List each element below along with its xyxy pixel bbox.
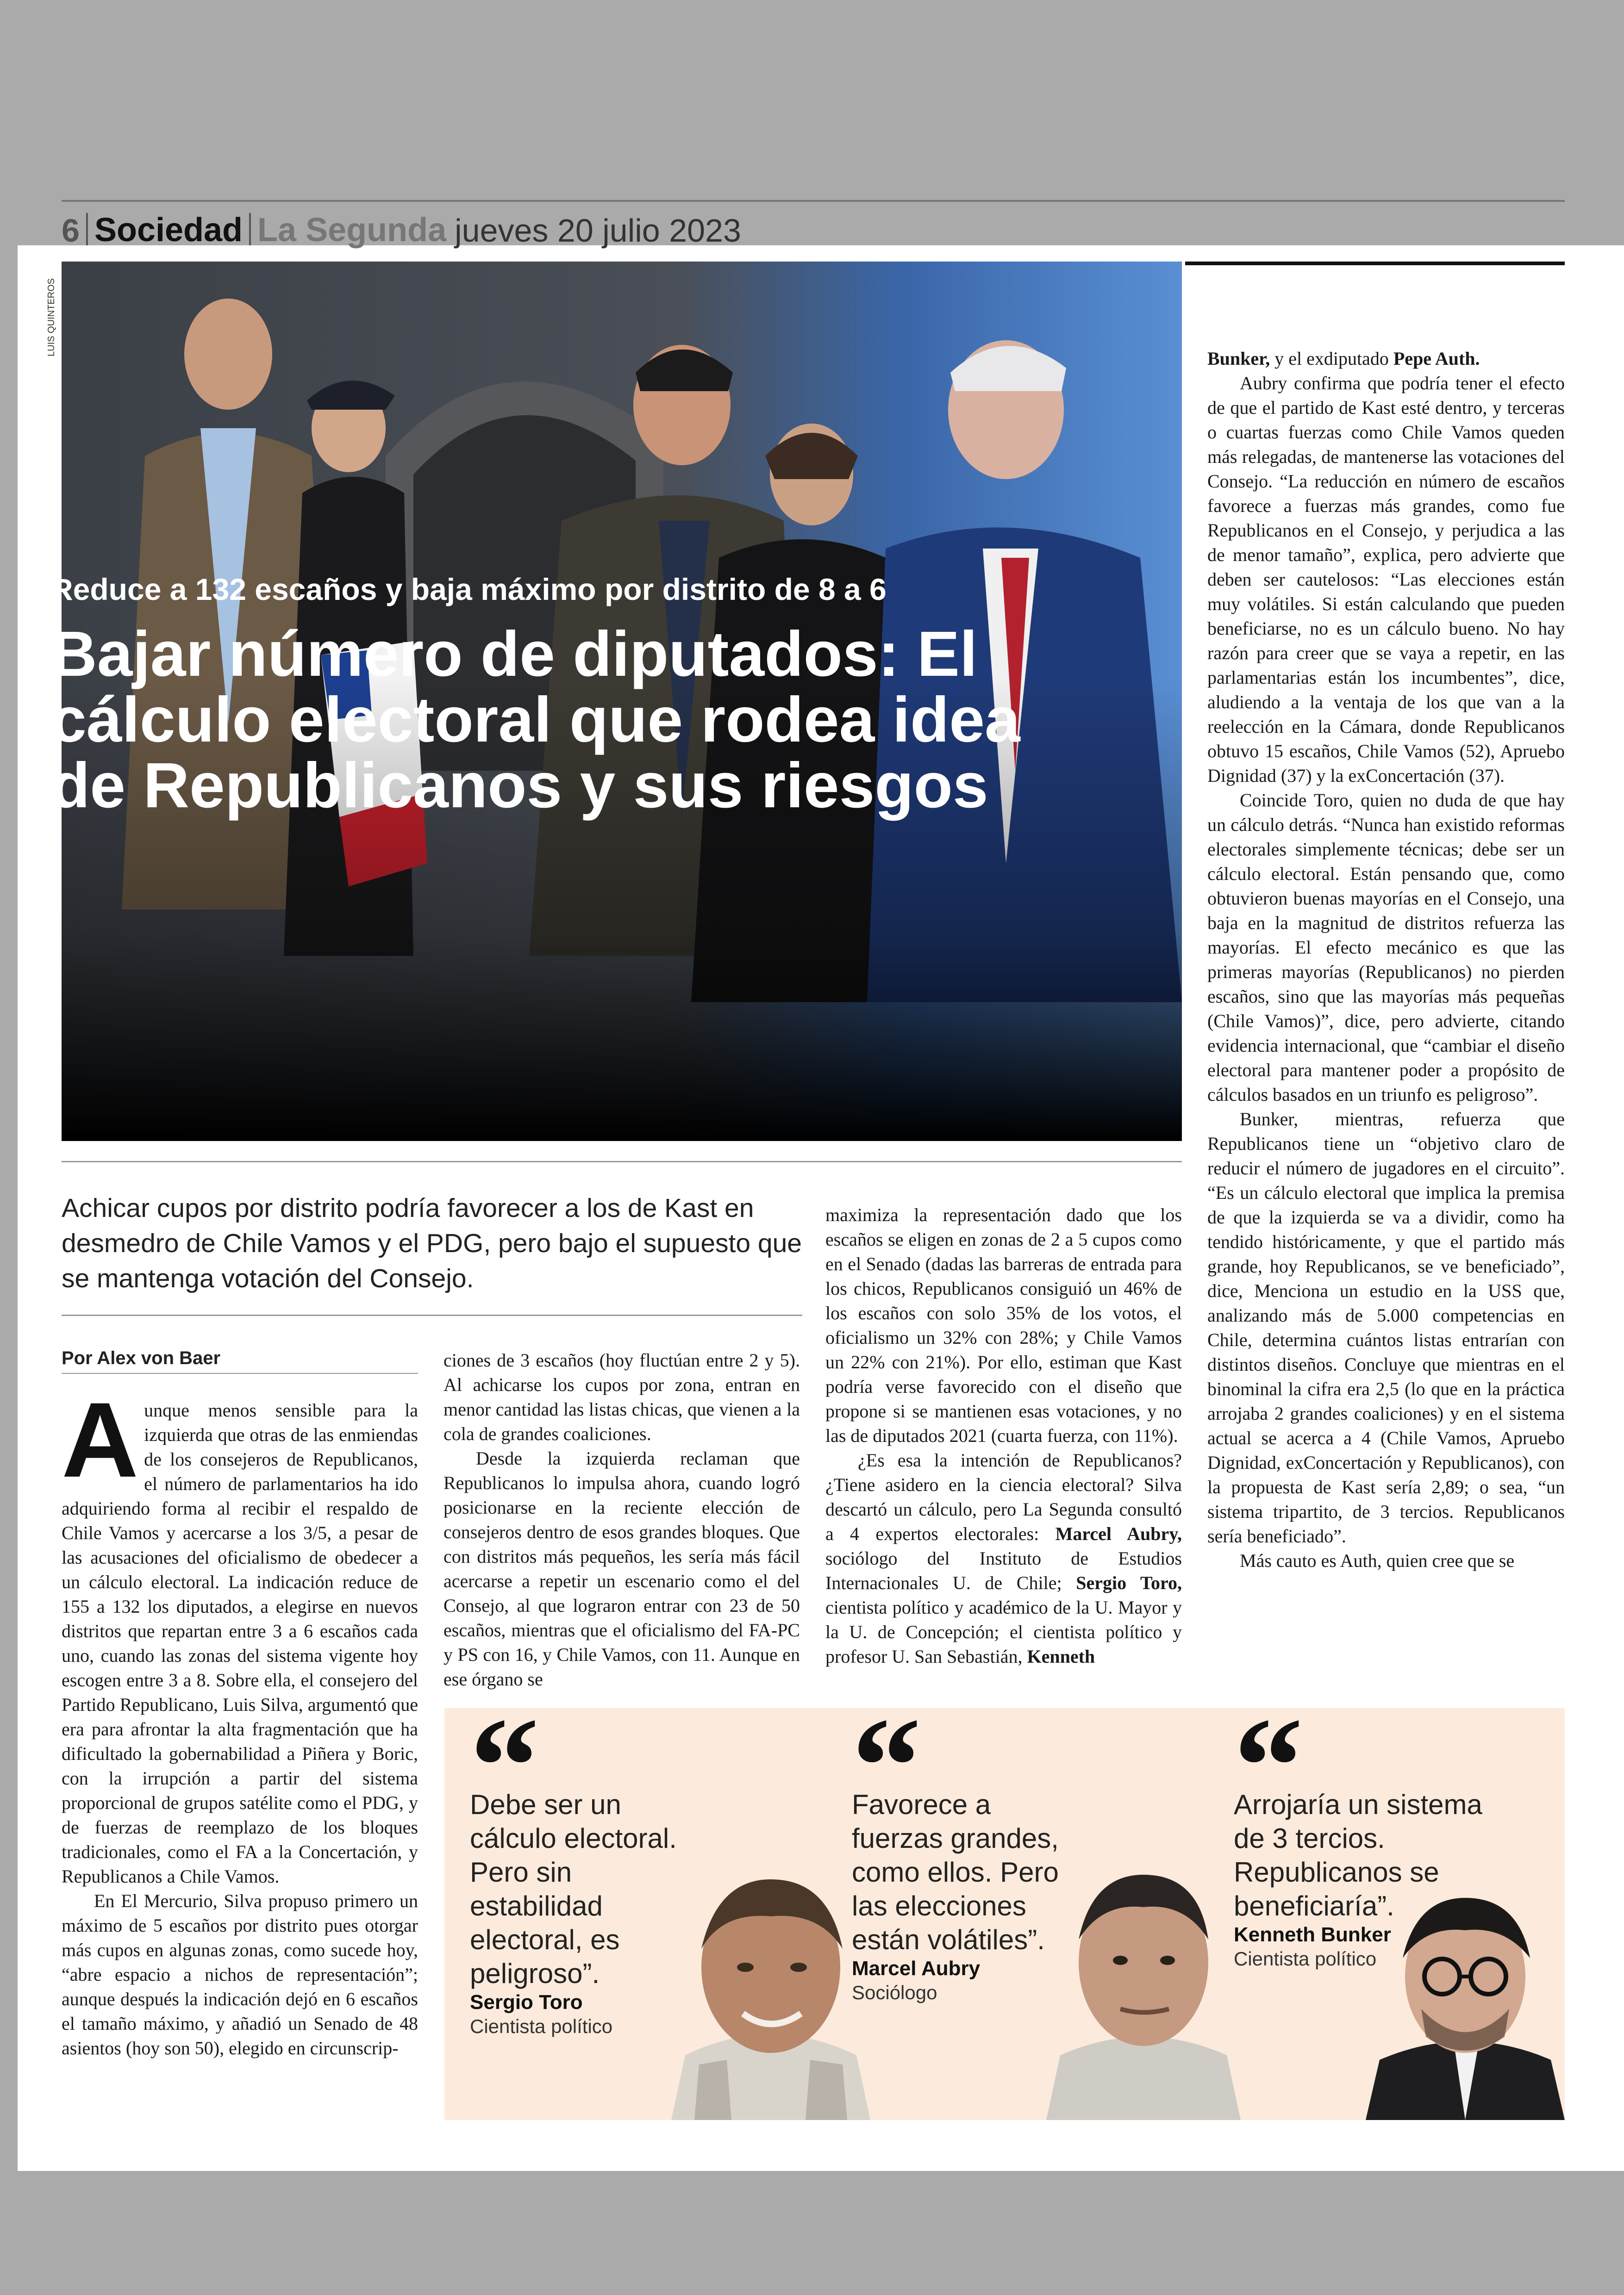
photo-credit: LUIS QUINTEROS: [46, 278, 56, 356]
body-text: sociólogo del Instituto de Estudios Internacionales U. de Chile;: [825, 1548, 1182, 1593]
quote-author-role: Cientista político: [470, 2015, 613, 2037]
body-paragraph: En El Mercurio, Silva propuso primero un máximo de 5 escaños por distrito pues otorgar más cupos en algunas zonas, como sucede hoy, “abre espacio a nichos de representación”; aunque después la indicación dejó en 6 escaños el tamaño máximo, y añadió un Senado de 48 asientos (hoy son 50), elegido en circunscrip-: [62, 1890, 418, 2058]
expert-name: Bunker,: [1207, 348, 1270, 369]
header-divider: [249, 213, 251, 245]
quote-author-name: Sergio Toro: [470, 1991, 583, 2014]
pull-quote: [852, 1717, 1069, 2005]
quote-text: Favorece a fuerzas grandes, como ellos. Pero las elecciones están volátiles”.: [852, 1789, 1059, 1955]
byline: Por Alex von Baer: [62, 1348, 221, 1368]
body-text: y el exdiputado: [1270, 348, 1393, 369]
body-paragraph: ciones de 3 escaños (hoy fluctúan entre 2 y 5). Al achicarse los cupos por zona, entran en menor cantidad las listas chicas, que vienen a la cola de grandes coaliciones.: [443, 1350, 800, 1444]
body-paragraph: [1207, 346, 1565, 371]
quote-author-name: Marcel Aubry: [852, 1957, 981, 1980]
deck-rule: [62, 1315, 802, 1316]
section-rule: [62, 1161, 1182, 1162]
column-top-rule: [1185, 262, 1565, 265]
quote-mark-icon: [1234, 1717, 1521, 1782]
headline: Bajar número de diputados: El cálculo electoral que rodea idea de Republicanos y sus riesgos: [51, 618, 1020, 821]
header-divider: [86, 213, 88, 245]
page-header: [62, 207, 741, 249]
quote-text: Debe ser un cálculo electoral. Pero sin estabilidad electoral, es peligroso”.: [470, 1789, 677, 1989]
body-text: unque menos sensible para la izquierda que otras de las enmiendas de los consejeros de Republicanos, el número de parlamentarios ha ido adquiriendo forma al recibir el respaldo de Chile Vamos y acercarse a los 3/5, a pesar de las acusaciones del oficialismo de obedecer a un cálculo electoral. La indicación reduce de 155 a 132 los diputados, a elegirse en nuevos distritos que repartan entre 3 a 6 escaños cada uno, cuando las zonas del sistema vigente hoy escogen entre 3 a 8. Sobre ella, el consejero del Partido Republicano, Luis Silva, argumentó que era para afrontar la alta fragmentación que ha dificultado la gobernabilidad a Piñera y Boric, con la irrupción a partir del sistema proporcional de grupos satélite como el PDG, y de fuerzas de reemplazo de los bloques tradicionales, como el FA a la Concertación, y Republicanos a Chile Vamos.: [62, 1400, 418, 1887]
body-paragraph: [825, 1448, 1182, 1669]
issue-date: jueves 20 julio 2023: [455, 212, 741, 249]
header-top-rule: [62, 200, 1565, 202]
body-paragraph: Coincide Toro, quien no duda de que hay un cálculo detrás. “Nunca han existido reformas electorales simplemente técnicas; debe ser un cálculo electoral. Están pensando que, como obtuvieron buenas mayorías en el Consejo, una baja en la magnitud de distritos refuerza las mayorías. El efecto mecánico es que las primeras mayorías (Republicanos) no pierden escaños, sino que las mayorías más pequeñas (Chile Vamos)”, dice, pero advierte, citando evidencia internacional, que “cambiar el diseño electoral para mantener poder a propósito de cálculos basados en un triunfo es peligroso”.: [1207, 790, 1565, 1105]
expert-name: Pepe Auth.: [1393, 348, 1480, 369]
body-text: cientista político y académico de la U. Mayor y la U. de Concepción; el cientista político y profesor U. San Sebastián,: [825, 1597, 1182, 1667]
quote-author-role: Cientista político: [1234, 1948, 1377, 1970]
body-paragraph: maximiza la representación dado que los escaños se eligen en zonas de 2 a 5 cupos como en el Senado (dadas las barreras de entrada para los chicos, Republicanos consiguió un 46% de los escaños con solo 35% de los votos, el oficialismo un 32% con 28%; y Chile Vamos un 22% con 21%). Por ello, estiman que Kast podría verse favorecido con el diseño que propone si se mantienen esas votaciones, y no las de diputados 2021 (cuarta fuerza, con 11%).: [825, 1204, 1182, 1446]
body-paragraph: Desde la izquierda reclaman que Republicanos lo impulsa ahora, cuando logró posicionarse en la reciente elección de consejeros dentro de esos grandes bloques. Que con distritos más pequeños, les sería más fácil acercarse a repetir un escenario como el del Consejo, al que lograron entrar con 23 de 50 escaños, mientras que el oficialismo del FA-PC y PS con 16, y Chile Vamos, con 11. Aunque en ese órgano se: [443, 1448, 800, 1690]
pull-quotes-box: [444, 1708, 1565, 2120]
section-name: Sociedad: [94, 212, 243, 249]
expert-name: Marcel Aubry,: [1055, 1523, 1182, 1544]
portrait-marcel-aubry: [1046, 1856, 1241, 2120]
quote-text: Arrojaría un sistema de 3 tercios. Republicanos se beneficiaría”.: [1234, 1789, 1482, 1921]
deck: Achicar cupos por distrito podría favorecer a los de Kast en desmedro de Chile Vamos y el PDG, pero bajo el supuesto que se mantenga votación del Consejo.: [62, 1193, 802, 1293]
pull-quote: [470, 1717, 683, 2039]
body-column-4: [1207, 346, 1565, 1573]
expert-name: Sergio Toro,: [1076, 1572, 1182, 1593]
quote-author-role: Sociólogo: [852, 1982, 937, 2003]
page-number: 6: [62, 212, 80, 249]
body-column-1: [62, 1380, 418, 2060]
quote-mark-icon: [470, 1717, 683, 1782]
expert-name: Kenneth: [1027, 1646, 1095, 1667]
portrait-kenneth-bunker: [1366, 1889, 1565, 2120]
body-paragraph: Aubry confirma que podría tener el efecto de que el partido de Kast esté dentro, y terceras o cuartas fuerzas como Chile Vamos queden más relegadas, de mantenerse las votaciones del Consejo. “La reducción en número de escaños favorece a fuerzas más grandes, como fue Republicanos en el Consejo, y perjudica a las de menor tamaño”, explica, pero advierte que deben ser cautelosos: “Las elecciones están muy volátiles. Si están calculando que pueden beneficiarse, no es un cálculo bueno. No hay razón para creer que se vaya a repetir, en las parlamentarias están los incumbentes”, dice, aludiendo a la ventaja de los que van a la reelección en la Cámara, donde Republicanos obtuvo 15 escaños, Chile Vamos (52), Apruebo Dignidad (37) y la exConcertación (37).: [1207, 373, 1565, 786]
body-paragraph: Más cauto es Auth, quien cree que se: [1240, 1550, 1515, 1571]
quote-mark-icon: [852, 1717, 1069, 1782]
body-paragraph: Bunker, mientras, refuerza que Republicanos tiene un “objetivo claro de reducir el número de jugadores en el circuito”. “Es un cálculo electoral que implica la premisa de que la izquierda se va a dividir, como ha tendido históricamente, y que el partido más grande, hoy Republicanos, se ve beneficiado”, dice, Menciona un estudio en la USS que, analizando más de 5.000 competencias en Chile, determina cuántos listas entrarían con distintos diseños. Concluye que mientras en el binominal la cifra era 2,5 (lo que en la práctica arrojaba 2 grandes coaliciones) y en el sistema actual se acerca a 4 (Chile Vamos, Apruebo Dignidad, exConcertación y Republicanos), con la propuesta de Kast sería 2,89; o sea, “un sistema tripartito, de 3 tercios. Republicanos sería beneficiado”.: [1207, 1109, 1565, 1547]
body-column-3: [825, 1203, 1182, 1669]
publication-name: La Segunda: [257, 212, 447, 249]
kicker: Reduce a 132 escaños y baja máximo por distrito de 8 a 6: [51, 572, 887, 606]
portrait-sergio-toro: [667, 1861, 875, 2120]
drop-cap: A: [62, 1380, 139, 1499]
body-text: ¿Es esa la intención de Republicanos? ¿Tiene asidero en la ciencia electoral? Silva descartó un cálculo, pero La Segunda consultó a 4 expertos electorales:: [825, 1450, 1182, 1544]
quote-author-name: Kenneth Bunker: [1234, 1923, 1391, 1946]
body-column-2: [443, 1348, 800, 1691]
byline-rule: [62, 1373, 418, 1374]
body-paragraph: [62, 1380, 418, 1889]
